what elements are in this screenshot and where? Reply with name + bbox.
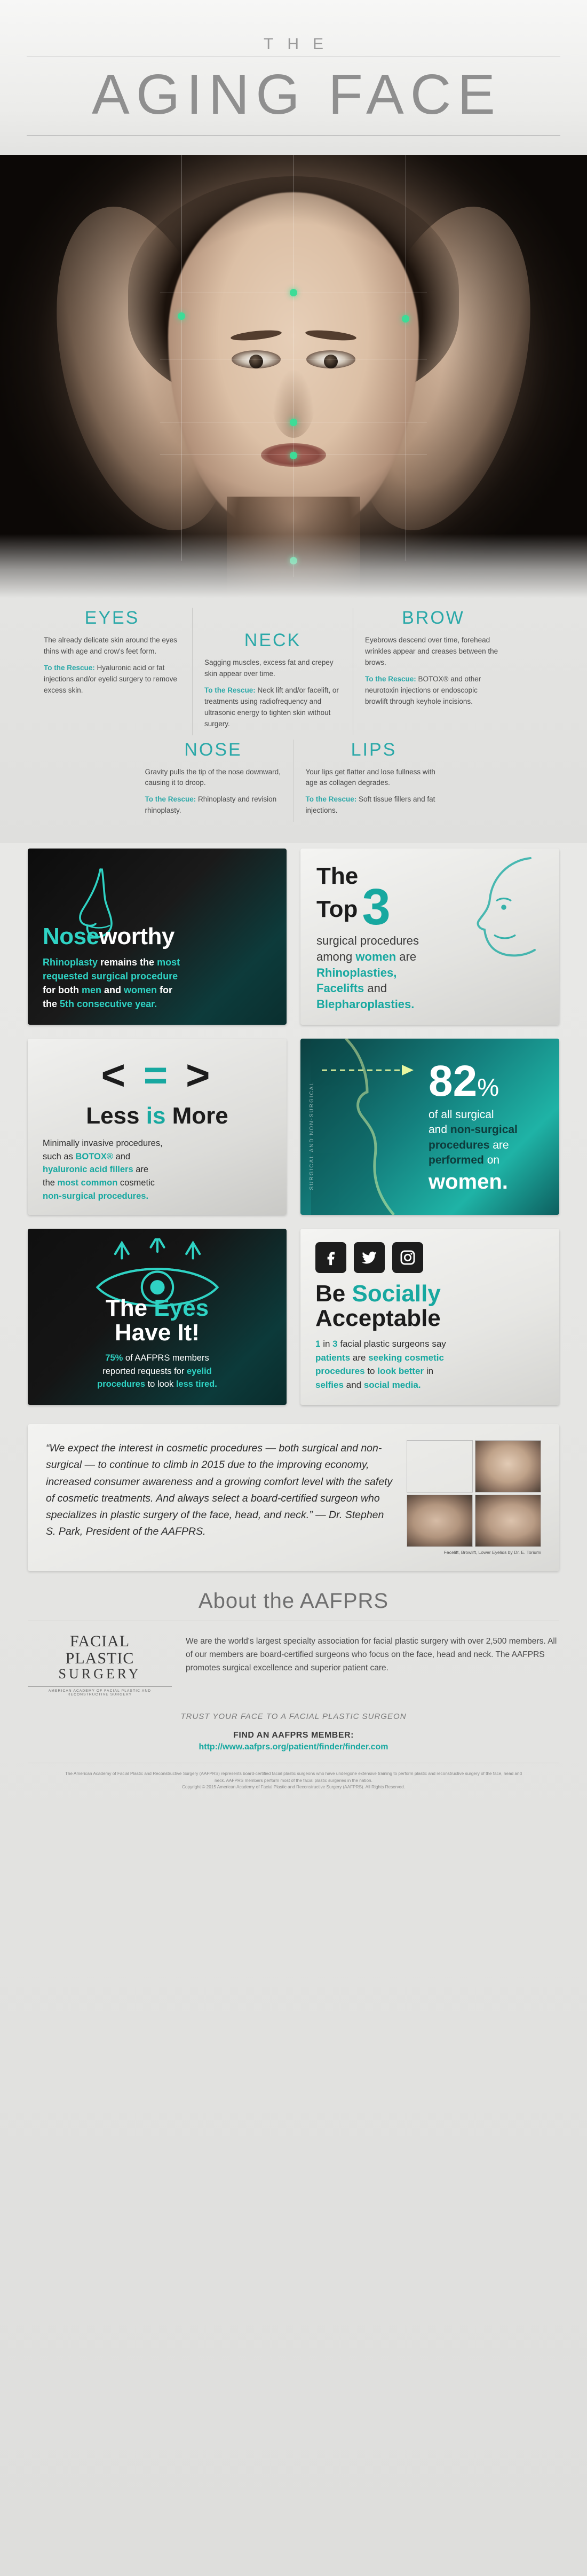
logo-line-2: PLASTIC (65, 1649, 134, 1667)
top3-line2: Top (316, 896, 358, 923)
hero-photo (0, 155, 587, 598)
callout-lips-rescue-label: To the Rescue: (305, 795, 357, 804)
panel-less-is-more-content (28, 1039, 287, 1215)
top3-line1: The (316, 863, 359, 890)
callout-eyes-rescue (44, 663, 180, 696)
soc-body-d: facial plastic surgeons say (337, 1339, 446, 1349)
callout-eyes-title: EYES (84, 608, 140, 628)
title-rule-bottom (27, 135, 560, 136)
noseworthy-title-b: worthy (99, 923, 174, 949)
patient-photo-2 (475, 1440, 541, 1493)
noseworthy-l3a: for both (43, 985, 82, 996)
soc-body-b: in (320, 1339, 333, 1349)
top3-item-1: Rhinoplasties, (316, 965, 397, 979)
soc-body-l: selfies (315, 1379, 344, 1390)
callout-eyes-rescue-label: To the Rescue: (44, 663, 95, 672)
noseworthy-l1a: Rhinoplasty (43, 956, 98, 968)
patient-photo-1 (407, 1440, 473, 1493)
eyes-body-b: of AAFPRS members (123, 1353, 209, 1363)
top3-line2-row (316, 878, 543, 936)
lim-title-is: is (146, 1102, 166, 1129)
soc-body-g: seeking cosmetic (368, 1352, 444, 1363)
patient-photo-3 (407, 1495, 473, 1547)
lim-body-d: hyaluronic acid fillers (43, 1165, 133, 1175)
panel-82-side-label: SURGICAL AND NON-SURGICAL (309, 1081, 315, 1190)
eyes-body-d: eyelid (186, 1366, 212, 1376)
kicker-text: THE (264, 35, 337, 53)
about-text (186, 1633, 559, 1675)
eyes-body-e: procedures (97, 1379, 146, 1389)
about-heading: About the AAFPRS (198, 1589, 389, 1613)
callouts-row-2 (32, 740, 555, 822)
panel-top-3 (300, 849, 559, 1025)
quote-text-block (46, 1440, 393, 1555)
soc-body-n: social media. (363, 1379, 421, 1390)
panel-be-socially-acceptable (300, 1229, 559, 1405)
soc-body-m: and (343, 1379, 364, 1390)
callout-eyes-rescue-text: Hyaluronic acid or fat injections and/or eyelid surgery to remove excess skin. (44, 663, 177, 694)
marker-dot-lips (290, 452, 297, 459)
lim-body-f: the (43, 1178, 58, 1188)
callouts-section (0, 598, 587, 843)
callout-brow-title: BROW (402, 608, 465, 628)
eyes-body-f: to look (145, 1379, 176, 1389)
logo-line-1: FACIAL (69, 1632, 130, 1651)
noseworthy-l2: requested surgical procedure (43, 970, 178, 981)
panel-eyes-content (28, 1229, 287, 1405)
about-row (28, 1633, 559, 1698)
callout-lips (294, 740, 454, 822)
soc-title-a: Be (315, 1281, 352, 1307)
eyes-body-g: less tired. (176, 1379, 217, 1389)
top3-sub-c: are (396, 949, 417, 963)
eyes-body-a: 75% (105, 1353, 123, 1363)
page-title: AGING FACE (92, 62, 502, 126)
instagram-icon[interactable] (392, 1242, 423, 1273)
eyes-title-b: Have It! (115, 1319, 200, 1346)
soc-body-i: to (364, 1366, 378, 1377)
find-member-url[interactable]: http://www.aafprs.org/patient/finder/finder.com (199, 1742, 388, 1752)
noseworthy-l4b: 5th consecutive year. (60, 999, 157, 1010)
lim-body-i: non-surgical procedures. (43, 1191, 149, 1201)
lim-body-e: are (133, 1165, 149, 1175)
marker-dot-eye-right (402, 315, 409, 323)
panel-82-percent (300, 1039, 559, 1215)
panel-eyes-body (43, 1352, 272, 1391)
callout-brow-rescue (365, 674, 502, 708)
quote-body: “We expect the interest in cosmetic procedures — both surgical and non-surgical — to continue to climb in 2015 due to the improving economy, increased consumer awareness and a growing comfort level with the safety of cosmetic treatments. And always select a board-certified surgeon who specializes in plastic surgery of the face, head, and neck.” (46, 1442, 393, 1521)
noseworthy-l3d: women (124, 985, 157, 996)
callout-nose-title: NOSE (184, 739, 242, 760)
eyes-body-c: reported requests for (102, 1366, 187, 1376)
callout-eyes-body: The already delicate skin around the eyes thins with age and crow's feet form. (44, 636, 177, 655)
pct-l4a: performed (429, 1154, 484, 1167)
lim-body-h: cosmetic (117, 1178, 155, 1188)
soc-title-b: Acceptable (315, 1305, 441, 1332)
callout-lips-body: Your lips get flatter and lose fullness with age as collagen degrades. (305, 767, 435, 787)
marker-dot-nose (290, 419, 297, 426)
find-member-label: FIND AN AAFPRS MEMBER: (233, 1730, 354, 1740)
top3-sub-a: surgical procedures (316, 934, 419, 948)
noseworthy-l1b: remains the (98, 956, 157, 968)
soc-body-a: 1 (315, 1339, 321, 1349)
callout-brow-body: Eyebrows descend over time, forehead wrinkles appear and creases between the brows. (365, 636, 498, 666)
panel-noseworthy-body (43, 955, 272, 1011)
panel-82-content (300, 1039, 559, 1215)
callouts-row-1 (32, 608, 555, 735)
top3-sub-women: women (355, 949, 396, 963)
soc-body-h: procedures (315, 1366, 365, 1377)
panel-noseworthy-content (28, 849, 287, 1025)
lim-body-a: Minimally invasive procedures, (43, 1138, 163, 1148)
panel-82-percent-sign: % (477, 1073, 499, 1102)
copyright-text: Copyright © 2015 American Academy of Facial Plastic and Reconstructive Surgery (AAFPRS). All Rights Reserved. (182, 1785, 405, 1790)
noseworthy-l3e: for (157, 985, 173, 996)
top3-item-2: Facelifts (316, 981, 364, 995)
callout-neck-body: Sagging muscles, excess fat and crepey skin appear over time. (204, 658, 334, 678)
callout-nose (133, 740, 294, 822)
photo-caption: Facelift, Browlift, Lower Eyelids by Dr. E. Toriumi (443, 1550, 541, 1556)
marker-dot-eye-left (178, 312, 185, 320)
soc-body-j: look better (377, 1366, 424, 1377)
less-equal-greater-icon: < = > (101, 1051, 213, 1098)
pct-l3a: procedures (429, 1138, 490, 1151)
twitter-icon[interactable] (354, 1242, 385, 1273)
eyes-title-eyes: Eyes (154, 1294, 209, 1321)
callout-neck-rescue-label: To the Rescue: (204, 686, 256, 694)
noseworthy-l3b: men (81, 985, 101, 996)
soc-body-f: are (350, 1352, 369, 1363)
callout-nose-rescue-label: To the Rescue: (145, 795, 196, 804)
panel-82-number-row (429, 1057, 543, 1106)
panel-noseworthy-title (43, 923, 272, 950)
top3-sub-b: among (316, 949, 356, 963)
panel-less-is-more-title (43, 1103, 272, 1129)
soc-body-k: in (424, 1366, 434, 1377)
photo-grid (407, 1440, 541, 1547)
panel-social-body (315, 1337, 544, 1392)
logo-line-3: SURGERY (58, 1666, 141, 1682)
pct-l1: of all surgical (429, 1109, 494, 1121)
callout-lips-rescue (306, 794, 442, 816)
trust-tagline: TRUST YOUR FACE TO A FACIAL PLASTIC SURGEON (180, 1711, 407, 1721)
callout-eyes (32, 608, 192, 702)
before-after-photos (407, 1440, 541, 1555)
title-wrap (27, 57, 560, 136)
callout-lips-title: LIPS (351, 739, 397, 760)
panel-82-number: 82 (429, 1057, 478, 1106)
eyes-title-a: The (105, 1294, 154, 1321)
footer-disclaimer (0, 1763, 587, 1803)
panel-top-3-content (300, 849, 559, 1025)
lim-body-botox: BOTOX® (75, 1151, 113, 1161)
callout-neck (193, 608, 353, 735)
noseworthy-title-a: Nose (43, 923, 99, 949)
callout-neck-rescue-text: Neck lift and/or facelift, or treatments using radiofrequency and ultrasonic energy to tighten skin without surgery. (204, 686, 339, 728)
callout-brow-rescue-label: To the Rescue: (365, 674, 416, 683)
lim-body-c: and (113, 1151, 131, 1161)
panel-social-title (315, 1282, 544, 1331)
quote-section (28, 1424, 559, 1571)
soc-title-social: Socially (352, 1281, 441, 1307)
pct-l2a: and (429, 1124, 450, 1136)
panel-less-is-more (28, 1039, 287, 1215)
find-member-block (28, 1731, 559, 1752)
aafprs-logo (28, 1633, 172, 1698)
callout-lips-rescue-text: Soft tissue fillers and fat injections. (305, 795, 435, 815)
panel-top-3-sub (316, 933, 543, 1012)
lim-title-a: Less (86, 1102, 146, 1129)
lim-body-g: most common (57, 1178, 118, 1188)
top3-item-3: and (364, 981, 387, 995)
panel-eyes-title (43, 1296, 272, 1345)
lim-body-b: such as (43, 1151, 76, 1161)
callout-nose-rescue-text: Rhinoplasty and revision rhinoplasty. (145, 795, 277, 815)
hero-fade (0, 534, 587, 598)
panel-eyes-have-it (28, 1229, 287, 1405)
top3-number: 3 (362, 878, 391, 936)
callout-brow (353, 608, 513, 713)
pct-l3b: are (489, 1138, 509, 1151)
noseworthy-l1c: most (157, 956, 180, 968)
about-body: We are the world's largest specialty association for facial plastic surgery with over 2,500 members. All of our members are board-certified surgeons who focus on the face, head and neck. The AAFPRS promotes surgical excellence and superior patient care. (186, 1637, 557, 1672)
logo-subtitle: AMERICAN ACADEMY OF FACIAL PLASTIC AND RECONSTRUCTIVE SURGERY (28, 1686, 172, 1697)
quote-attribution: — Dr. Stephen S. Park, President of the AAFPRS. (46, 1509, 384, 1538)
about-section (0, 1586, 587, 1752)
callout-neck-rescue (204, 685, 341, 730)
callout-brow-rescue-text: BOTOX® and other neurotoxin injections or endoscopic browlift through keyhole incisions. (365, 674, 481, 705)
callout-neck-title: NECK (244, 630, 302, 650)
noseworthy-l3c: and (101, 985, 124, 996)
marker-dot-brow (290, 289, 297, 296)
pct-women: women. (429, 1170, 508, 1194)
disclaimer-text: The American Academy of Facial Plastic and Reconstructive Surgery (AAFPRS) represents board-certified facial plastic surgeons who have undergone extensive training to perform plastic and reconstructive surgery of the face, head and neck. AAFPRS members perform most of the facial plastic surgeries in the nation. (65, 1771, 522, 1783)
panel-82-body (429, 1108, 543, 1168)
soc-body-c: 3 (332, 1339, 338, 1349)
social-icons-row (315, 1242, 544, 1273)
stat-panels-grid (0, 843, 587, 1421)
top3-item-4: Blepharoplasties. (316, 997, 415, 1011)
pct-l4b: on (483, 1154, 500, 1167)
soc-body-e: patients (315, 1352, 351, 1363)
guide-line-vertical-left (181, 155, 182, 561)
lim-title-b: More (165, 1102, 228, 1129)
callout-nose-rescue (145, 794, 282, 816)
pct-l2b: non-surgical (450, 1124, 518, 1136)
noseworthy-l4a: the (43, 999, 60, 1010)
facebook-icon[interactable] (315, 1242, 346, 1273)
callout-nose-body: Gravity pulls the tip of the nose downward, causing it to droop. (145, 767, 281, 787)
panel-less-is-more-body (43, 1137, 272, 1203)
quote-paragraph (46, 1440, 393, 1540)
panel-noseworthy (28, 849, 287, 1025)
page-header (0, 0, 587, 155)
panel-social-content (300, 1229, 559, 1405)
patient-photo-4 (475, 1495, 541, 1547)
